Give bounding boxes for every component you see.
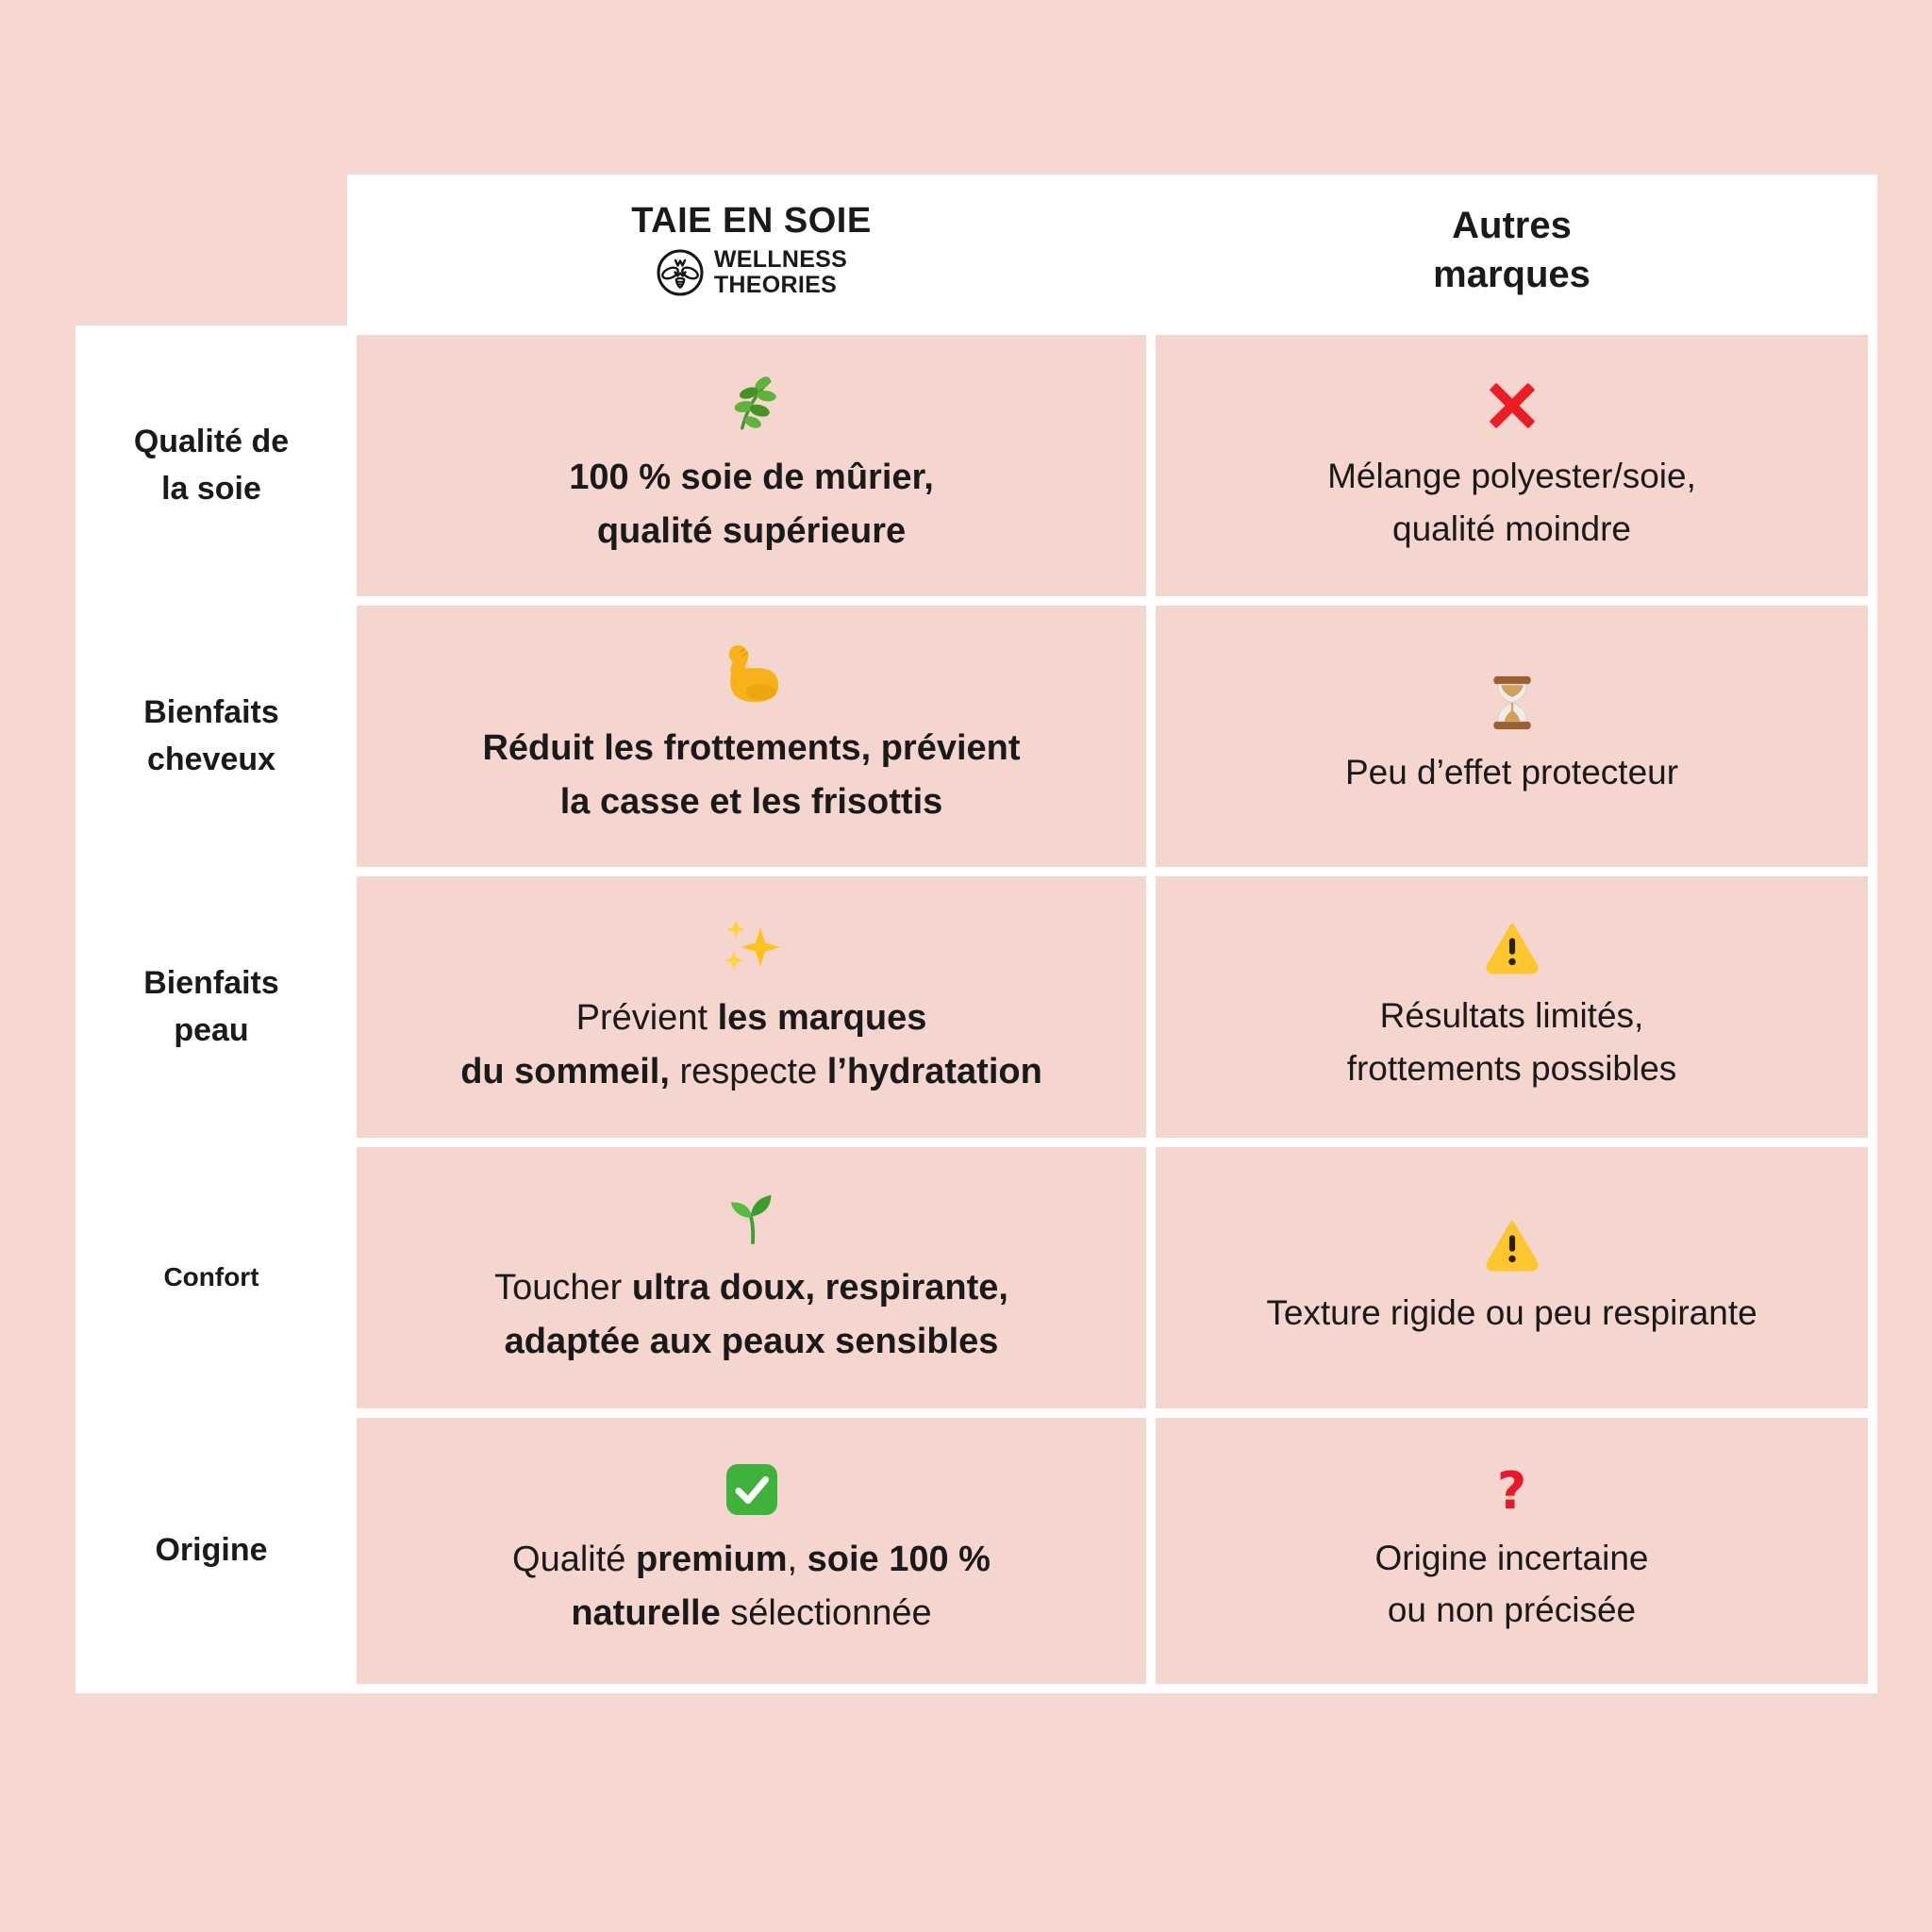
brand-cell-text: Qualité premium, soie 100 % naturelle sélectionnée — [512, 1540, 991, 1633]
brand-cell-text: 100 % soie de mûrier, qualité supérieure — [569, 457, 934, 551]
others-cell-text: Mélange polyester/soie, qualité moindre — [1327, 457, 1696, 548]
seedling-icon — [723, 1188, 781, 1246]
brand-logo-line2: THEORIES — [713, 271, 838, 298]
brand-cell-text: Prévient les marques du sommeil, respecte l’hydratation — [460, 997, 1042, 1091]
sparkles-icon — [722, 916, 782, 976]
row-label-text: Bienfaits peau — [143, 965, 279, 1048]
brand-cell-confort — [357, 1147, 1146, 1408]
others-cell-confort — [1156, 1147, 1868, 1408]
red-question-mark-icon: ? — [1496, 1460, 1527, 1521]
row-label-origine — [75, 1418, 347, 1684]
warning-icon — [1485, 1217, 1540, 1272]
brand-cell-bienfaits-cheveux — [357, 606, 1146, 867]
flexed-biceps-icon — [721, 644, 783, 707]
brand-cell-text: Toucher ultra doux, respirante, adaptée aux peaux sensibles — [494, 1267, 1008, 1361]
others-cell-text: Origine incertaine ou non précisée — [1374, 1538, 1649, 1629]
brand-logo-line1: WELLNESS — [713, 245, 848, 273]
others-cell-text: Peu d’effet protecteur — [1344, 752, 1679, 791]
others-cell-text: Texture rigide ou peu respirante — [1266, 1292, 1757, 1332]
brand-cell-text: Réduit les frottements, prévient la casse et les frisottis — [482, 727, 1021, 822]
brand-column-title: TAIE EN SOIE — [631, 201, 872, 242]
row-label-qualite-soie — [75, 335, 347, 596]
cross-mark-icon — [1483, 376, 1541, 435]
header-others-column — [1156, 175, 1868, 325]
row-label-text: Origine — [155, 1532, 268, 1569]
others-cell-origine — [1156, 1418, 1868, 1684]
brand-cell-qualite-soie — [357, 335, 1146, 596]
header-brand-column — [357, 175, 1146, 325]
row-label-text: Qualité de la soie — [133, 424, 290, 507]
brand-logo-wordmark — [714, 247, 847, 298]
others-cell-bienfaits-cheveux — [1156, 606, 1868, 867]
row-label-bienfaits-cheveux — [75, 606, 347, 867]
check-mark-button-icon — [724, 1461, 780, 1518]
comparison-table — [75, 175, 1877, 1693]
brand-logo — [656, 247, 847, 298]
bee-logo-icon — [656, 248, 705, 297]
hourglass-icon — [1484, 675, 1541, 731]
others-cell-qualite-soie — [1156, 335, 1868, 596]
row-label-text: Bienfaits cheveux — [143, 694, 279, 777]
warning-icon — [1485, 920, 1540, 974]
row-label-text: Confort — [163, 1262, 259, 1292]
table-corner-spacer — [75, 175, 347, 325]
row-label-confort — [75, 1147, 347, 1408]
row-label-bienfaits-peau — [75, 876, 347, 1138]
brand-cell-bienfaits-peau — [357, 876, 1146, 1138]
herb-icon — [721, 374, 783, 436]
others-column-title: Autres marques — [1433, 205, 1591, 295]
others-cell-text: Résultats limités, frottements possibles — [1346, 996, 1677, 1088]
others-cell-bienfaits-peau — [1156, 876, 1868, 1138]
brand-cell-origine — [357, 1418, 1146, 1684]
